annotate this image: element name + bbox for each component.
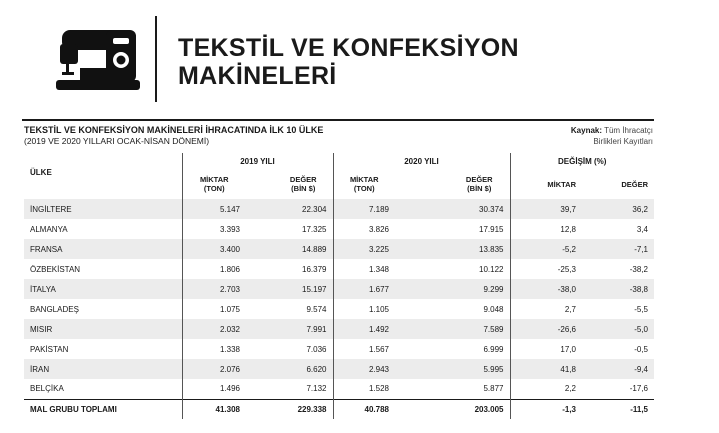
row-chg-val: -5,0 xyxy=(582,319,654,339)
row-qty-2019: 5.147 xyxy=(182,199,246,219)
total-q20: 40.788 xyxy=(333,399,425,419)
table-row xyxy=(24,379,654,399)
row-qty-2019: 2.703 xyxy=(182,279,246,299)
row-country: İRAN xyxy=(24,359,182,379)
row-qty-2019: 1.496 xyxy=(182,379,246,399)
row-val-2020: 9.048 xyxy=(483,304,504,314)
table-title: TEKSTİL VE KONFEKSİYON MAKİNELERİ İHRACATINDA İLK 10 ÜLKE xyxy=(24,125,324,135)
total-cq: -1,3 xyxy=(510,399,582,419)
table-row xyxy=(24,279,654,299)
row-chg-qty: -38,0 xyxy=(510,279,582,299)
row-val-2020: 5.877 xyxy=(483,384,504,394)
table-row xyxy=(24,259,654,279)
row-chg-val: -0,5 xyxy=(634,344,648,354)
row-country: BELÇİKA xyxy=(30,384,64,394)
col-val-2020: DEĞER (BİN $) xyxy=(465,175,493,193)
row-chg-qty: 41,8 xyxy=(510,359,582,379)
row-qty-2019: 1.806 xyxy=(182,259,246,279)
total-v19: 229.338 xyxy=(246,399,333,419)
total-q19: 41.308 xyxy=(182,399,246,419)
col-chg-qty: MİKTAR xyxy=(510,169,582,199)
table-row xyxy=(24,199,654,219)
table-row xyxy=(24,239,654,259)
row-qty-2020: 1.348 xyxy=(333,259,425,279)
row-qty-2020: 1.567 xyxy=(333,339,425,359)
row-qty-2020: 3.826 xyxy=(333,219,425,239)
row-val-2020: 7.589 xyxy=(425,319,510,339)
row-chg-qty: -26,6 xyxy=(510,319,582,339)
row-country: ÖZBEKİSTAN xyxy=(30,264,81,274)
row-val-2020: 30.374 xyxy=(425,199,510,219)
row-qty-2019: 2.076 xyxy=(182,359,246,379)
table-row xyxy=(24,339,654,359)
row-chg-val: 36,2 xyxy=(582,199,654,219)
row-val-2020: 5.995 xyxy=(425,359,510,379)
row-val-2019: 9.574 xyxy=(306,304,327,314)
row-chg-qty: -5,2 xyxy=(510,239,582,259)
row-qty-2020: 1.677 xyxy=(333,279,425,299)
header-divider xyxy=(155,16,157,102)
row-val-2019: 7.132 xyxy=(306,384,327,394)
row-chg-val: -38,2 xyxy=(629,264,648,274)
row-val-2020: 6.999 xyxy=(483,344,504,354)
page-header xyxy=(0,0,719,120)
row-chg-qty: 12,8 xyxy=(510,219,582,239)
row-val-2020: 13.835 xyxy=(425,239,510,259)
title-line-2: MAKİNELERİ xyxy=(178,62,337,90)
row-val-2019: 22.304 xyxy=(246,199,333,219)
row-val-2019: 7.036 xyxy=(306,344,327,354)
page-title xyxy=(178,34,519,90)
row-qty-2019: 1.075 xyxy=(182,299,246,319)
top-rule xyxy=(22,119,654,121)
table-row xyxy=(24,319,654,339)
row-country: İTALYA xyxy=(24,279,182,299)
row-chg-qty: 39,7 xyxy=(510,199,582,219)
row-chg-qty: -25,3 xyxy=(510,259,582,279)
row-qty-2019: 1.338 xyxy=(182,339,246,359)
col-country-header: ÜLKE xyxy=(30,167,52,177)
col-chg-val: DEĞER xyxy=(621,179,648,189)
row-country: BANGLADEŞ xyxy=(30,304,79,314)
row-qty-2020: 7.189 xyxy=(333,199,425,219)
row-qty-2020: 3.225 xyxy=(333,239,425,259)
row-val-2019: 6.620 xyxy=(246,359,333,379)
row-chg-val: -38,8 xyxy=(582,279,654,299)
row-country: İNGİLTERE xyxy=(24,199,182,219)
row-country: MISIR xyxy=(24,319,182,339)
group-2020-header: 2020 YILI xyxy=(333,153,510,169)
group-change-header: DEĞİŞİM (%) xyxy=(510,153,654,169)
row-val-2019: 14.889 xyxy=(246,239,333,259)
row-qty-2019: 3.400 xyxy=(182,239,246,259)
total-label: MAL GRUBU TOPLAMI xyxy=(24,399,182,419)
row-chg-qty: 2,2 xyxy=(510,379,582,399)
col-qty-2019: MİKTAR (TON) xyxy=(182,169,246,199)
table-row xyxy=(24,359,654,379)
row-chg-val: -17,6 xyxy=(629,384,648,394)
row-chg-val: -7,1 xyxy=(582,239,654,259)
row-chg-qty: 2,7 xyxy=(510,299,582,319)
row-val-2020: 17.915 xyxy=(479,224,504,234)
sewing-machine-icon xyxy=(56,26,140,94)
row-val-2019: 15.197 xyxy=(246,279,333,299)
row-chg-val: 3,4 xyxy=(636,224,648,234)
table-row xyxy=(24,299,654,319)
row-chg-val: -9,4 xyxy=(582,359,654,379)
table-row xyxy=(24,219,654,239)
row-val-2020: 10.122 xyxy=(479,264,504,274)
title-line-1: TEKSTİL VE KONFEKSİYON xyxy=(178,34,519,62)
source-text-1: Tüm İhracatçı xyxy=(604,126,653,135)
total-row xyxy=(24,399,654,419)
row-qty-2020: 1.528 xyxy=(333,379,425,399)
total-v20: 203.005 xyxy=(425,399,510,419)
source-text-2: Birlikleri Kayıtları xyxy=(593,137,653,146)
row-val-2020: 9.299 xyxy=(425,279,510,299)
row-val-2019: 7.991 xyxy=(246,319,333,339)
row-country: ALMANYA xyxy=(30,224,68,234)
table-subtitle: (2019 VE 2020 YILLARI OCAK-NİSAN DÖNEMİ) xyxy=(24,136,210,146)
group-2019-header: 2019 YILI xyxy=(182,153,333,169)
row-chg-qty: 17,0 xyxy=(510,339,582,359)
row-qty-2019: 3.393 xyxy=(182,219,246,239)
row-qty-2020: 1.492 xyxy=(333,319,425,339)
row-country: FRANSA xyxy=(24,239,182,259)
export-table xyxy=(24,153,654,419)
row-qty-2020: 1.105 xyxy=(333,299,425,319)
row-val-2019: 17.325 xyxy=(302,224,327,234)
col-qty-2020: MİKTAR (TON) xyxy=(333,169,425,199)
source-label: Kaynak: xyxy=(570,126,603,135)
row-qty-2019: 2.032 xyxy=(182,319,246,339)
row-country: PAKİSTAN xyxy=(30,344,69,354)
row-chg-val: -5,5 xyxy=(634,304,648,314)
col-val-2019: DEĞER (BİN $) xyxy=(289,175,317,193)
row-qty-2020: 2.943 xyxy=(333,359,425,379)
total-cv: -11,5 xyxy=(582,399,654,419)
row-val-2019: 16.379 xyxy=(302,264,327,274)
source-note xyxy=(571,125,653,147)
